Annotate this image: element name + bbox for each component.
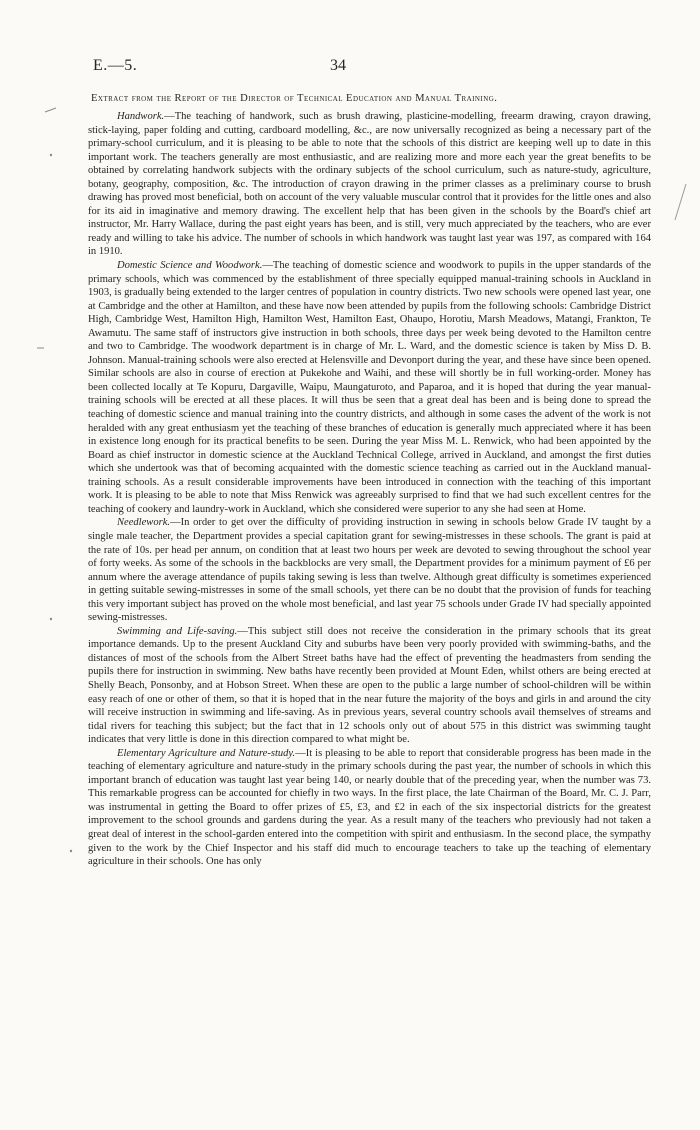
paragraph-text: —The teaching of handwork, such as brush drawing, plasticine-modelling, freearm drawing, crayon drawing, stick-laying, paper folding and cutting, cardboard modelling, &c., are now universally recognized as being a necessary part of the primary-school curriculum, and it is pleasing to be able to note that the schools of this district are keeping well up to date in this important work. The teachers generally are most enthusiastic, and are realizing more and more each year the great benefits to be obtained by correlating handwork subjects with the ordinary subjects of the school curriculum, such as nature-study, agriculture, botany, geography, composition, &c. The introduction of crayon drawing in the primer classes as a preliminary course to brush drawing has proved most beneficial, both on account of the very valuable muscular control that it provides for the little ones and also for its aid in imaginative and memory drawing. The excellent help that has been given in the schools by the Board's chief art instructor, Mr. Harry Wallace, during the past eight years has been, and is still, very much appreciated by the teachers, who are ever ready and willing to take his advice. The number of schools in which handwork was taught last year was 197, as compared with 164 in 1910. bbox=[88, 111, 651, 258]
margin-scan-mark bbox=[672, 182, 688, 224]
margin-scan-mark bbox=[36, 344, 46, 352]
report-body bbox=[88, 110, 651, 869]
paragraph-text: —In order to get over the difficulty of providing instruction in sewing in schools below Grade IV taught by a single male teacher, the Department provides a special capitation grant for sewing-mistresses in these schools. The grant is paid at the rate of 10s. per head per annum, on condition that at least two hours per week are devoted to sewing throughout the school year of forty weeks. As some of the schools in the backblocks are very small, the Department provides for a minimum payment of £6 per annum where the average attendance of pupils taking sewing is less than twelve. Although great difficulty is sometimes experienced in getting suitable sewing-mistresses in some of the small schools, yet there can be no doubt that the provision of funds for teaching this very important subject has proved on the whole most beneficial, and last year 75 schools under Grade IV had specially appointed sewing-mistresses. bbox=[88, 517, 651, 624]
page-number: 34 bbox=[330, 57, 346, 74]
paragraph-text: —This subject still does not receive the consideration in the primary schools that its great importance demands. Up to the present Auckland City and suburbs have been very poorly provided with swimming-baths, and the distances of most of the schools from the Albert Street baths have had the effect of preventing the headmasters from sending the pupils there for instruction in swimming. New baths have recently been provided at Mount Eden, whilst others are being erected at Shelly Beach, Ponsonby, and at Hobson Street. When these are open to the public a large number of school-children will be within easy reach of one or other of them, so that it is hoped that in the near future the majority of the boys and girls in and around the city will receive instruction in swimming and life-saving. As in previous years, several country schools avail themselves of streams and tidal rivers for teaching this subject; but the fact that in 12 schools only out of about 575 in this district was swimming taught indicates that very little is done in this direction compared to what might be. bbox=[88, 625, 651, 746]
paragraph-handwork bbox=[88, 110, 651, 259]
paragraph-text: —It is pleasing to be able to report that considerable progress has been made in the teaching of elementary agriculture and nature-study in the primary schools during the past year, the number of schools in which this important branch of education was taught last year being 140, or nearly double that of the preceding year, when the number was 73. This remarkable progress can be accounted for chiefly in two ways. In the first place, the late Chairman of the Board, Mr. C. J. Parr, was instrumental in getting the Board to offer prizes of £5, £3, and £2 in each of the six inspectorial districts for the greatest improvement to the school grounds and gardens during the year. As a result many of the teachers who previously had not taken a great deal of interest in the school-garden entered into the competition with spirit and enthusiasm. In the second place, the sympathy given to the work by the Chief Inspector and his staff did much to encourage teachers to take up the teaching of elementary agriculture in their schools. One has only bbox=[88, 747, 652, 868]
paragraph-heading: Needlework. bbox=[117, 517, 171, 529]
paragraph-heading: Swimming and Life-saving. bbox=[117, 625, 238, 637]
paragraph-heading: Elementary Agriculture and Nature-study. bbox=[117, 747, 296, 759]
section-title: Extract from the Report of the Director of Technical Education and Manual Training. bbox=[91, 93, 498, 104]
paragraph-heading: Domestic Science and Woodwork. bbox=[117, 260, 263, 272]
margin-scan-mark bbox=[44, 104, 58, 114]
paragraph-heading: Handwork. bbox=[117, 111, 165, 122]
margin-scan-mark bbox=[46, 150, 56, 160]
paragraph-text: —The teaching of domestic science and woodwork to pupils in the upper standards of the primary schools, which was commenced by the establishment of three specially equipped manual-training schools in Auckland in 1903, is gradually being extended to the larger centres of population in country districts. Two new schools were opened last year, one at Cambridge and the other at Hamilton, and these have now been attended by pupils from the following schools: Cambridge District High, Cambridge West, Hamilton High, Hamilton West, Hamilton East, Ohaupo, Horotiu, Marsh Meadows, Matangi, Frankton, Te Awamutu. The same staff of instructors give instruction in both schools, three days per week being devoted to the Hamilton centre and two to Cambridge. The woodwork department is in charge of Mr. L. Ward, and the domestic science is taken by Miss D. B. Johnson. Manual-training schools were also erected at Helensville and Devonport during the year, and these have since been opened. Similar schools are also in course of erection at Pukekohe and Waihi, and these will shortly be in full working-order. Money has been collected locally at Te Kopuru, Dargaville, Waipu, Maungaturoto, and Paparoa, and it is hoped that during the year manual-training schools will be erected at all these places. It will thus be seen that a great deal has been and is being done to spread the teaching of domestic science and manual training into the country districts, and although in some cases the advent of the work is not heralded with any great enthusiasm yet the teaching of these branches of education is generally much appreciated where it has been in existence long enough for its practical benefits to be seen. During the year Miss M. L. Renwick, who had been appointed by the Board as chief instructor in domestic science at the Auckland Technical College, arrived in Auckland, and amongst the first duties which she undertook was that of becoming acquainted with the domestic science teaching as carried out in the Auckland manual-training schools. As a result considerable improvements have been introduced in connection with the teaching of this important work. It is pleasing to be able to note that Miss Renwick was agreeably surprised to find that we had such excellent centres for the teaching of cookery and laundry-work in Auckland, which she considered were superior to any she had seen at Home. bbox=[88, 260, 652, 515]
paragraph-agriculture bbox=[88, 747, 651, 869]
document-reference: E.—5. bbox=[93, 57, 138, 74]
margin-scan-mark bbox=[46, 614, 56, 624]
paragraph-domestic-science bbox=[88, 259, 651, 516]
margin-scan-mark bbox=[66, 846, 76, 856]
paragraph-swimming bbox=[88, 625, 651, 747]
paragraph-needlework bbox=[88, 516, 651, 624]
